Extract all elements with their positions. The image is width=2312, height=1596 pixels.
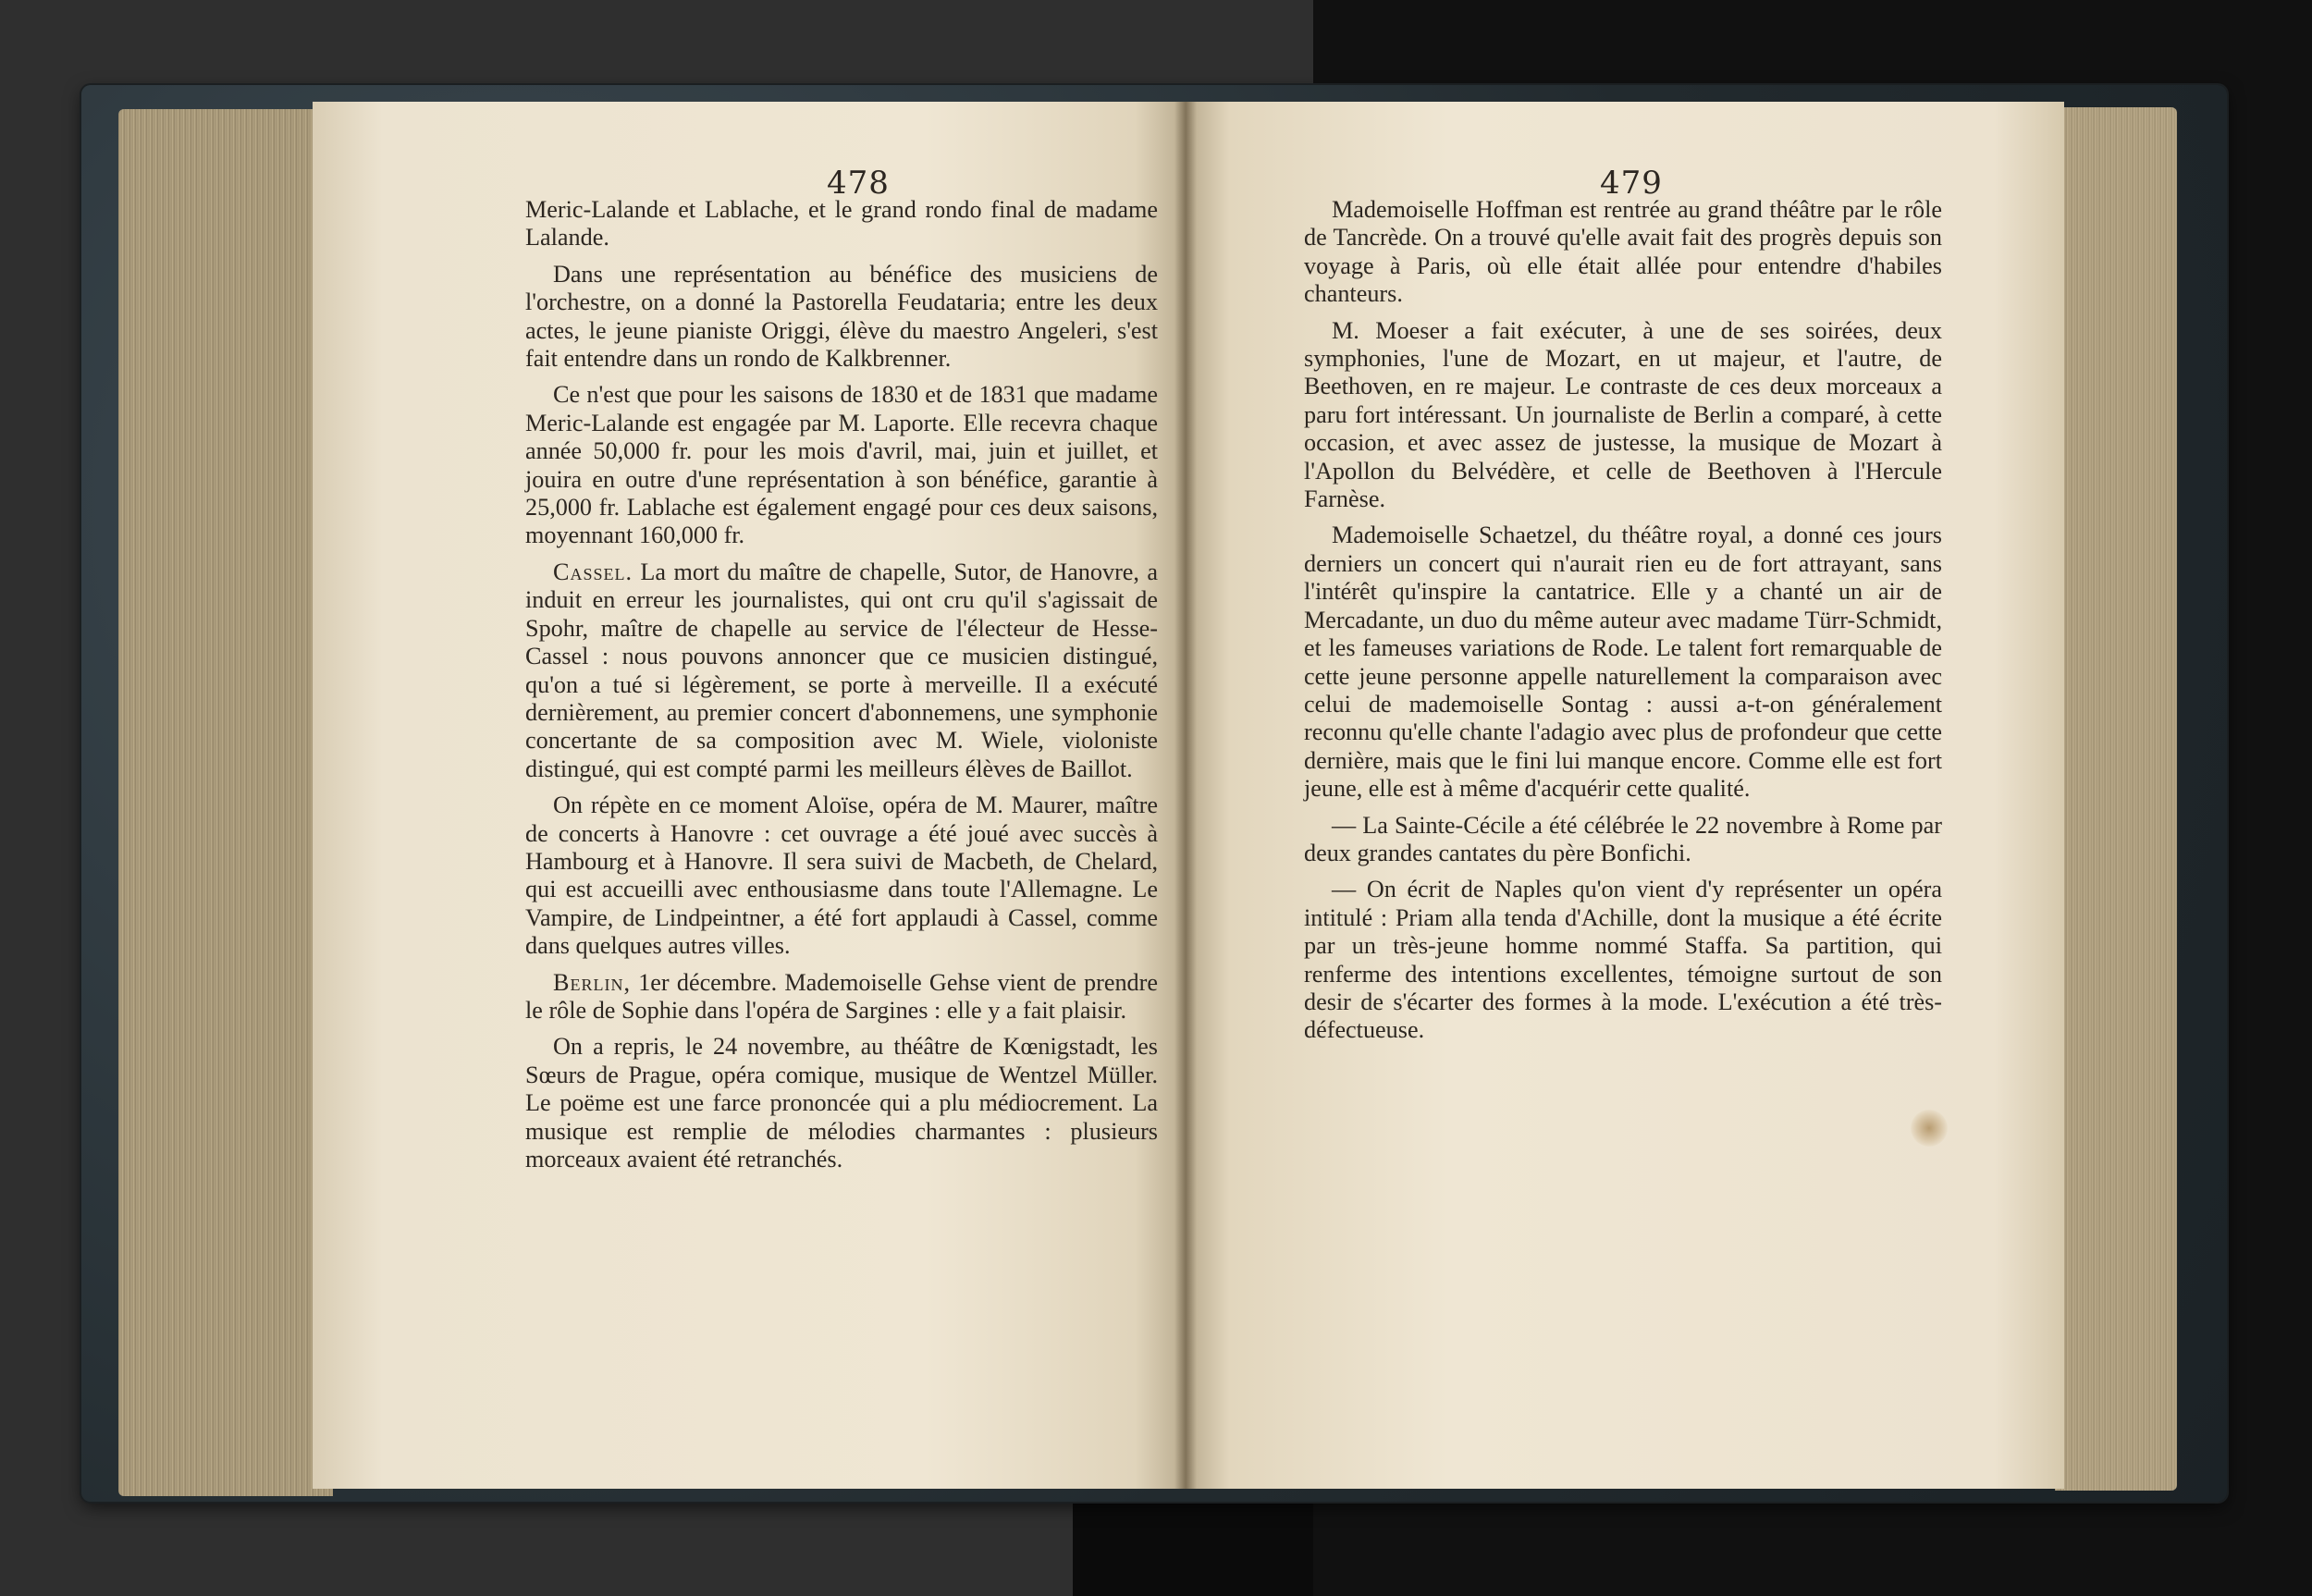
page-edges-right bbox=[2055, 107, 2177, 1491]
paragraph: Meric-Lalande et Lablache, et le grand rondo final de madame Lalande. bbox=[525, 196, 1158, 252]
left-page-text bbox=[525, 196, 1158, 1182]
paragraph-body: 1er décembre. Mademoiselle Gehse vient de prendre le rôle de Sophie dans l'opéra de Sargines : elle y a fait plaisir. bbox=[525, 968, 1158, 1024]
paragraph: — La Sainte-Cécile a été célébrée le 22 novembre à Rome par deux grandes cantates du père Bonfichi. bbox=[1304, 811, 1942, 866]
paragraph: On a repris, le 24 novembre, au théâtre de Kœnigstadt, les Sœurs de Prague, opéra comique, musique de Wentzel Müller. Le poëme est une farce prononcée qui a plu médiocrement. La musique est remplie de mélodies charmantes : plusieurs morceaux avaient été retranchés. bbox=[525, 1033, 1158, 1172]
paragraph-body: La mort du maître de chapelle, Sutor, de Hanovre, a induit en erreur les journalistes, qui ont cru qu'il s'agissait de Spohr, maître de chapelle au service de l'électeur de Hesse-Cassel : nous pouvons annoncer que ce musicien distingué, qu'on a tué si légèrement, se porte à merveille. Il a exécuté dernièrement, au premier concert d'abonnemens, une symphonie concertante de sa composition avec M. Wiele, violoniste distingué, qui est compté parmi les meilleurs élèves de Baillot. bbox=[525, 558, 1158, 782]
right-page-number: 479 bbox=[1600, 165, 1663, 202]
section-lead-cassel: Cassel. bbox=[553, 558, 633, 585]
paragraph: Mademoiselle Schaetzel, du théâtre royal, a donné ces jours derniers un concert qui n'aurait rien eu de fort attrayant, sans l'intérêt qu'inspire la cantatrice. Elle y a chanté un air de Mercadante, un duo du même auteur avec madame Türr-Schmidt, et les fameuses variations de Rode. Le talent fort remarquable de cette jeune personne appelle naturellement la comparaison avec celui de mademoiselle Sontag : aussi a-t-on généralement reconnu qu'elle chante l'adagio avec plus de profondeur que cette dernière, mais que le fini lui manque encore. Comme elle est fort jeune, elle est à même d'acquérir cette qualité. bbox=[1304, 522, 1942, 803]
paragraph: M. Moeser a fait exécuter, à une de ses soirées, deux symphonies, l'une de Mozart, en ut majeur, et l'autre, de Beethoven, en re majeur. Le contraste de ces deux morceaux a paru fort intéressant. Un journaliste de Berlin a comparé, à cette occasion, et avec assez de justesse, la musique de Mozart à l'Apollon du Belvédère, et celle de Beethoven à l'Hercule Farnèse. bbox=[1304, 316, 1942, 513]
paragraph: Mademoiselle Hoffman est rentrée au grand théâtre par le rôle de Tancrède. On a trouvé qu'elle avait fait des progrès depuis son voyage à Paris, où elle était allée pour entendre d'habiles chanteurs. bbox=[1304, 196, 1942, 308]
paragraph: Ce n'est que pour les saisons de 1830 et de 1831 que madame Meric-Lalande est engagée par M. Laporte. Elle recevra chaque année 50,000 fr. pour les mois d'avril, mai, juin et juillet, et jouira en outre d'une représentation à son bénéfice, garantie à 25,000 fr. Lablache est également engagé pour ces deux saisons, moyennant 160,000 fr. bbox=[525, 381, 1158, 549]
paragraph bbox=[525, 559, 1158, 783]
right-page-text bbox=[1304, 196, 1942, 1053]
section-lead-berlin: Berlin, bbox=[553, 968, 632, 996]
page-edges-left bbox=[118, 109, 333, 1496]
paragraph: — On écrit de Naples qu'on vient d'y représenter un opéra intitulé : Priam alla tenda d'Achille, dont la musique a été écrite par un très-jeune homme nommé Staffa. Sa partition, qui renferme des intentions excellentes, témoigne surtout de son desir de s'écarter des formes à la mode. L'exécution a été très-défectueuse. bbox=[1304, 876, 1942, 1044]
paragraph bbox=[525, 969, 1158, 1025]
paragraph: On répète en ce moment Aloïse, opéra de M. Maurer, maître de concerts à Hanovre : cet ouvrage a été joué avec succès à Hambourg et à Hanovre. Il sera suivi de Macbeth, de Chelard, qui est accueilli avec enthousiasme dans toute l'Allemagne. Le Vampire, de Lindpeintner, a été fort applaudi à Cassel, comme dans quelques autres villes. bbox=[525, 792, 1158, 960]
paragraph: Dans une représentation au bénéfice des musiciens de l'orchestre, on a donné la Pastorella Feudataria; entre les deux actes, le jeune pianiste Origgi, élève du maestro Angeleri, s'est fait entendre dans un rondo de Kalkbrenner. bbox=[525, 260, 1158, 373]
book-gutter bbox=[1174, 102, 1197, 1489]
background-bottom-shadow bbox=[1073, 1498, 1313, 1596]
left-page-number: 478 bbox=[827, 165, 890, 202]
foxing-stain bbox=[1911, 1110, 1948, 1147]
right-page bbox=[1186, 102, 2064, 1489]
left-page bbox=[313, 102, 1187, 1489]
